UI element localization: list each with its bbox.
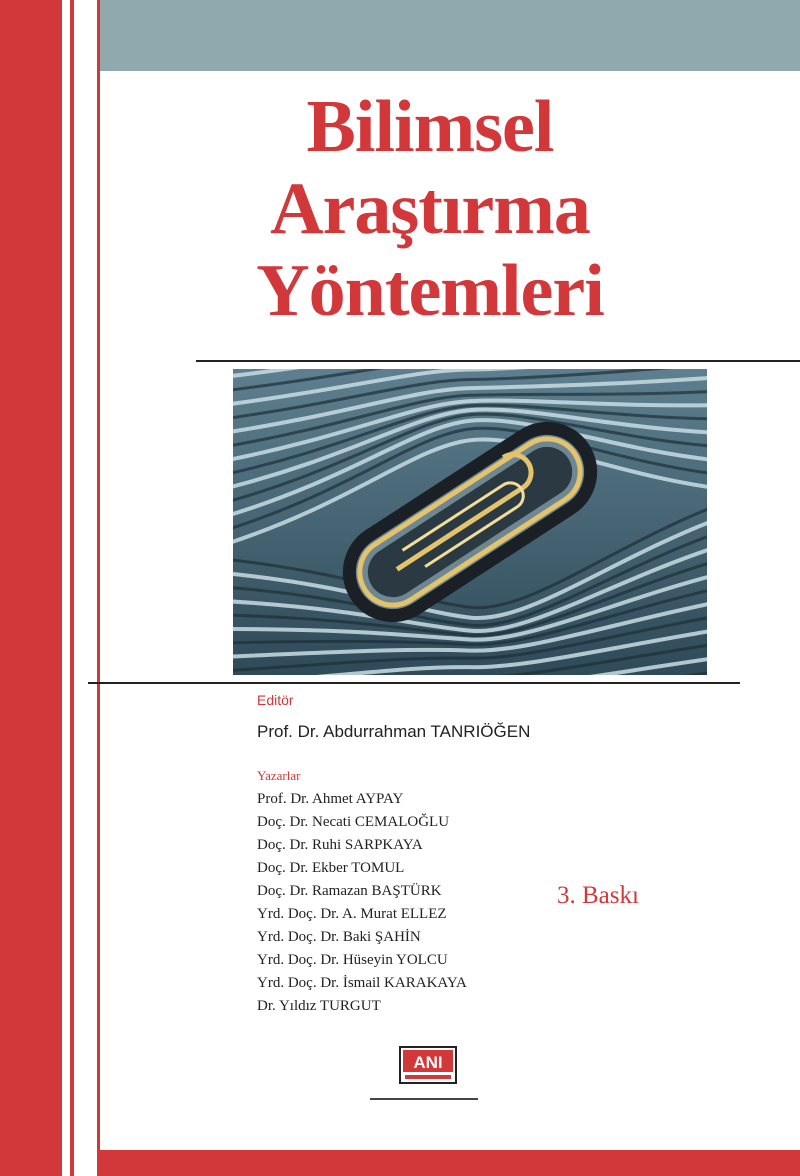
top-color-band bbox=[100, 0, 800, 71]
spine-red-band bbox=[0, 0, 62, 1176]
authors-list bbox=[257, 788, 467, 1018]
paperclip-flow-image bbox=[233, 369, 707, 675]
bottom-color-band bbox=[100, 1150, 800, 1176]
author-item: Dr. Yıldız TURGUT bbox=[257, 998, 381, 1014]
title-line-2: Araştırma bbox=[270, 168, 590, 250]
spine-white-stripe bbox=[62, 0, 70, 1176]
ani-publisher-logo bbox=[399, 1046, 457, 1084]
author-item: Doç. Dr. Necati CEMALOĞLU bbox=[257, 814, 450, 830]
divider-bottom bbox=[88, 682, 740, 684]
publisher-logo-text: ANI bbox=[413, 1053, 443, 1072]
author-item: Prof. Dr. Ahmet AYPAY bbox=[257, 791, 404, 807]
editor-label: Editör bbox=[257, 692, 294, 708]
author-item: Yrd. Doç. Dr. Hüseyin YOLCU bbox=[257, 952, 448, 968]
author-item: Yrd. Doç. Dr. İsmail KARAKAYA bbox=[257, 975, 467, 991]
divider-top bbox=[196, 360, 800, 362]
spine-thin-line bbox=[97, 0, 100, 1176]
title-line-1: Bilimsel bbox=[306, 86, 554, 168]
author-item: Doç. Dr. Ekber TOMUL bbox=[257, 860, 405, 876]
authors-label: Yazarlar bbox=[257, 768, 301, 783]
author-item: Yrd. Doç. Dr. Baki ŞAHİN bbox=[257, 929, 421, 945]
editor-name: Prof. Dr. Abdurrahman TANRIÖĞEN bbox=[257, 722, 531, 741]
author-item: Doç. Dr. Ruhi SARPKAYA bbox=[257, 837, 423, 853]
author-item: Doç. Dr. Ramazan BAŞTÜRK bbox=[257, 883, 442, 899]
book-title bbox=[180, 86, 680, 332]
author-item: Yrd. Doç. Dr. A. Murat ELLEZ bbox=[257, 906, 447, 922]
publisher-rule bbox=[370, 1098, 478, 1100]
title-line-3: Yöntemleri bbox=[256, 250, 604, 332]
edition-label: 3. Baskı bbox=[557, 882, 639, 909]
spine-red-stripe bbox=[70, 0, 74, 1176]
